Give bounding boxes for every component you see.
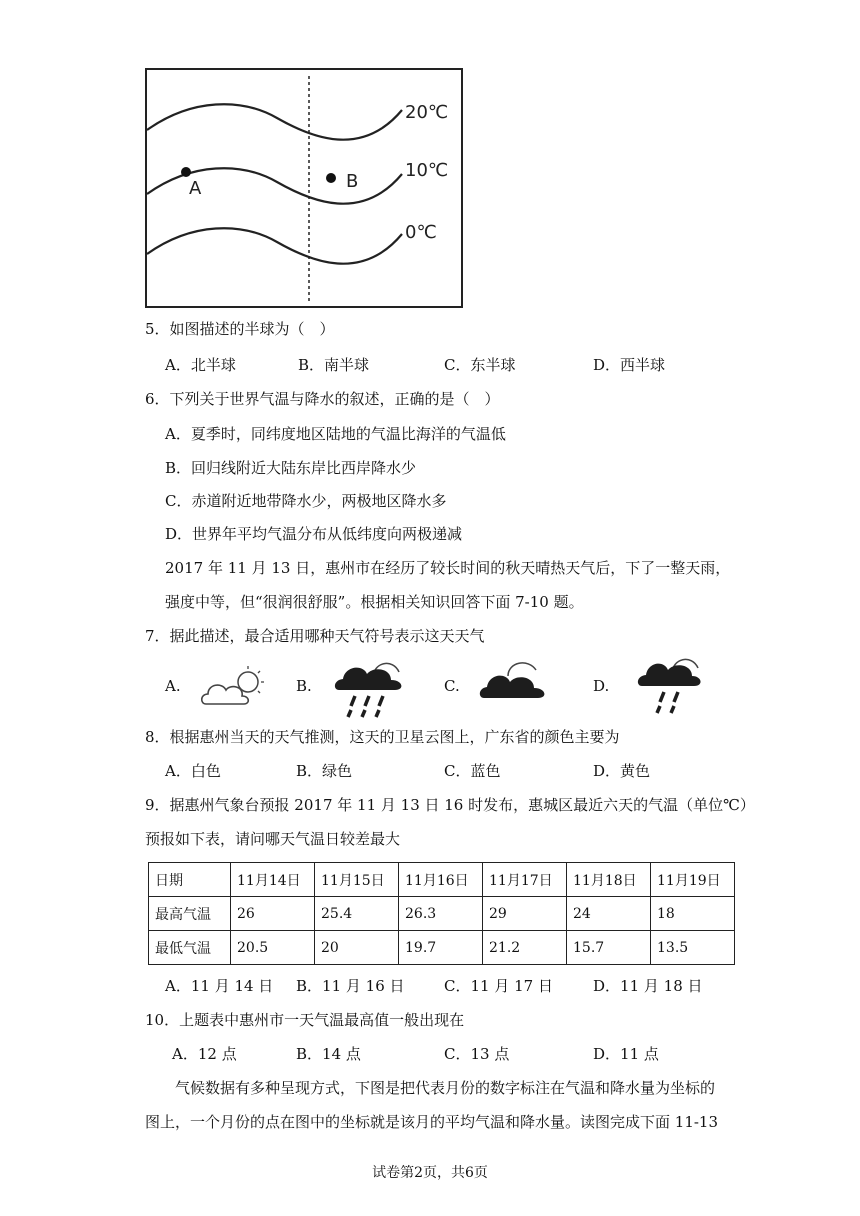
passage-line-2: 强度中等，但“很润很舒服”。根据相关知识回答下面 7-10 题。 <box>165 593 584 611</box>
question-9-option-b[interactable]: B．11 月 16 日 <box>296 977 405 995</box>
question-5-option-a[interactable]: A．北半球 <box>165 356 236 374</box>
isotherm-0-line <box>147 228 402 263</box>
table-cell: 20.5 <box>231 931 315 965</box>
question-8-option-a[interactable]: A．白色 <box>165 762 221 780</box>
table-cell: 20 <box>315 931 399 965</box>
question-8-option-b[interactable]: B．绿色 <box>296 762 353 780</box>
question-5-option-d[interactable]: D．西半球 <box>593 356 666 374</box>
table-cell: 13.5 <box>651 931 735 965</box>
table-cell: 24 <box>567 897 651 931</box>
table-header-date: 11月15日 <box>315 863 399 897</box>
question-5-option-b[interactable]: B．南半球 <box>298 356 370 374</box>
temperature-table <box>148 862 735 965</box>
table-cell: 29 <box>483 897 567 931</box>
table-cell: 21.2 <box>483 931 567 965</box>
point-b-label: B <box>346 171 359 192</box>
question-10-option-b[interactable]: B．14 点 <box>296 1045 361 1063</box>
question-10-stem: 10．上题表中惠州市一天气温最高值一般出现在 <box>145 1011 465 1029</box>
question-6-option-b[interactable]: B．回归线附近大陆东岸比西岸降水少 <box>165 459 417 477</box>
table-row <box>149 897 735 931</box>
question-7-option-a[interactable]: A. <box>165 677 181 695</box>
table-cell: 26 <box>231 897 315 931</box>
question-9-option-c[interactable]: C．11 月 17 日 <box>444 977 553 995</box>
question-7-option-d[interactable]: D. <box>593 677 610 695</box>
passage-line-1: 2017 年 11 月 13 日，惠州市在经历了较长时间的秋天晴热天气后，下了一整天雨， <box>165 559 731 577</box>
question-6-option-a[interactable]: A．夏季时，同纬度地区陆地的气温比海洋的气温低 <box>165 425 506 443</box>
question-9-option-a[interactable]: A．11 月 14 日 <box>165 977 274 995</box>
question-7-option-c[interactable]: C. <box>444 677 460 695</box>
question-9-stem-line-2: 预报如下表，请问哪天气温日较差最大 <box>145 830 401 848</box>
point-a-label: A <box>189 178 202 199</box>
passage-2-line-2: 图上，一个月份的点在图中的坐标就是该月的平均气温和降水量。读图完成下面 11-13 <box>145 1113 719 1131</box>
isotherm-10-label: 10℃ <box>405 160 449 181</box>
table-row <box>149 931 735 965</box>
table-header-date: 11月18日 <box>567 863 651 897</box>
question-9-option-d[interactable]: D．11 月 18 日 <box>593 977 703 995</box>
point-b-dot <box>326 173 336 183</box>
table-header-date-label: 日期 <box>149 863 231 897</box>
isotherm-20-line <box>147 104 402 139</box>
overcast-icon[interactable] <box>478 656 550 706</box>
table-cell: 26.3 <box>399 897 483 931</box>
point-a-dot <box>181 167 191 177</box>
question-6-stem: 6．下列关于世界气温与降水的叙述，正确的是（ ） <box>145 390 500 408</box>
isotherm-diagram <box>147 70 465 310</box>
table-header-date: 11月17日 <box>483 863 567 897</box>
question-8-stem: 8．根据惠州当天的天气推测，这天的卫星云图上，广东省的颜色主要为 <box>145 728 620 746</box>
passage-2-line-1: 气候数据有多种呈现方式，下图是把代表月份的数字标注在气温和降水量为坐标的 <box>175 1079 716 1097</box>
question-5-option-c[interactable]: C．东半球 <box>444 356 516 374</box>
table-header-date: 11月14日 <box>231 863 315 897</box>
isotherm-figure <box>145 68 463 308</box>
question-10-option-a[interactable]: A．12 点 <box>172 1045 237 1063</box>
question-5-stem: 5．如图描述的半球为（ ） <box>145 320 335 338</box>
table-cell: 19.7 <box>399 931 483 965</box>
question-8-option-c[interactable]: C．蓝色 <box>444 762 501 780</box>
table-header-date: 11月19日 <box>651 863 735 897</box>
page-footer: 试卷第2页，共6页 <box>372 1165 488 1181</box>
table-header-row <box>149 863 735 897</box>
question-6-option-d[interactable]: D．世界年平均气温分布从低纬度向两极递减 <box>165 525 463 543</box>
isotherm-0-label: 0℃ <box>405 222 437 243</box>
question-9-stem-line-1: 9．据惠州气象台预报 2017 年 11 月 13 日 16 时发布，惠城区最近六天的气温（单位℃） <box>145 796 755 814</box>
table-cell: 25.4 <box>315 897 399 931</box>
question-8-option-d[interactable]: D．黄色 <box>593 762 651 780</box>
heavy-rain-icon[interactable] <box>333 652 408 720</box>
table-row-label: 最高气温 <box>149 897 231 931</box>
question-7-option-b[interactable]: B. <box>296 677 312 695</box>
question-6-option-c[interactable]: C．赤道附近地带降水少，两极地区降水多 <box>165 492 447 510</box>
cloud-sun-icon[interactable] <box>200 662 270 712</box>
question-10-option-c[interactable]: C．13 点 <box>444 1045 510 1063</box>
question-10-option-d[interactable]: D．11 点 <box>593 1045 659 1063</box>
table-cell: 18 <box>651 897 735 931</box>
isotherm-20-label: 20℃ <box>405 102 449 123</box>
table-header-date: 11月16日 <box>399 863 483 897</box>
question-7-stem: 7．据此描述，最合适用哪种天气符号表示这天天气 <box>145 627 485 645</box>
table-cell: 15.7 <box>567 931 651 965</box>
rain-icon[interactable] <box>636 650 706 716</box>
table-row-label: 最低气温 <box>149 931 231 965</box>
